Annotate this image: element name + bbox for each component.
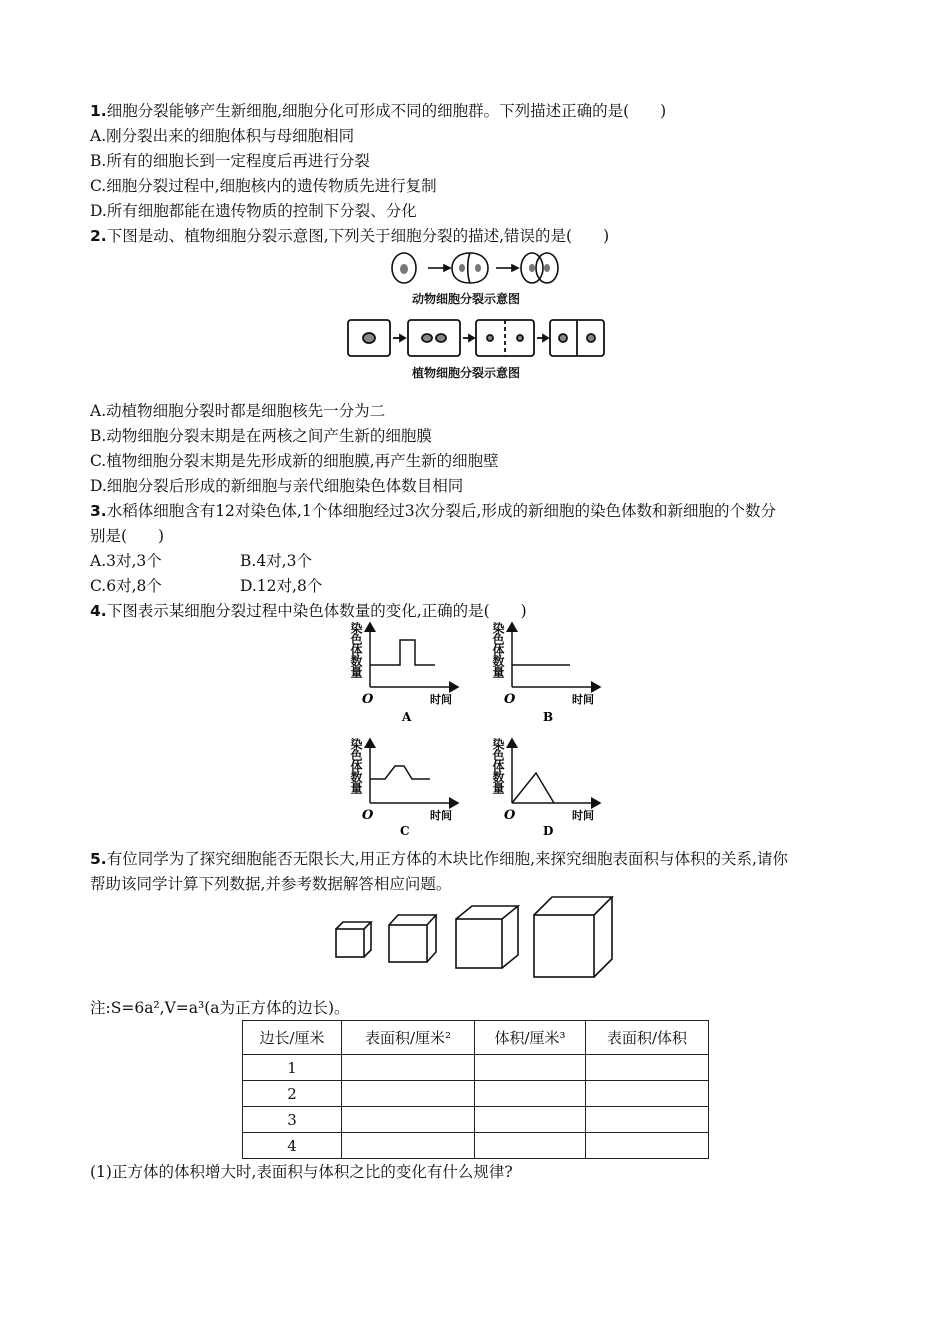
graph-b-origin: O — [504, 692, 516, 707]
table-cell: 3 — [243, 1107, 342, 1133]
question-text: 下图表示某细胞分裂过程中染色体数量的变化,正确的是( ) — [106, 602, 527, 620]
q2-option-d: D.细胞分裂后形成的新细胞与亲代细胞染色体数目相同 — [90, 477, 464, 495]
graph-a-label: A — [402, 710, 412, 724]
graph-d-label: D — [543, 824, 554, 838]
table-row — [243, 1055, 709, 1081]
question-2-stem — [90, 225, 609, 247]
graph-c — [370, 739, 458, 803]
table-header-row — [243, 1021, 709, 1055]
graph-c-origin: O — [362, 808, 374, 823]
table-cell: 4 — [243, 1133, 342, 1159]
answer-cell[interactable] — [342, 1081, 475, 1107]
graph-a-origin: O — [362, 692, 374, 707]
graph-d-xlabel: 时间 — [572, 809, 594, 822]
question-3-stem-cont: 别是( ) — [90, 527, 165, 545]
cube-1 — [336, 922, 371, 957]
answer-cell[interactable] — [342, 1133, 475, 1159]
question-number: 2. — [90, 227, 107, 245]
question-number: 5. — [90, 850, 107, 868]
answer-cell[interactable] — [586, 1055, 709, 1081]
graph-d — [512, 739, 600, 803]
question-text: 水稻体细胞含有12对染色体,1个体细胞经过3次分裂后,形成的新细胞的染色体数和新细胞的个数分 — [106, 502, 776, 520]
question-text: 细胞分裂能够产生新细胞,细胞分化可形成不同的细胞群。下列描述正确的是( ) — [106, 102, 667, 120]
q2-option-c: C.植物细胞分裂末期是先形成新的细胞膜,再产生新的细胞壁 — [90, 452, 499, 470]
question-1-stem — [90, 100, 666, 122]
table-header: 表面积/厘米² — [342, 1021, 475, 1055]
graph-b-ylabel: 染色体数量 — [491, 622, 505, 677]
q2-option-a: A.动植物细胞分裂时都是细胞核先一分为二 — [90, 402, 386, 420]
graph-c-label: C — [400, 824, 410, 838]
cubes-figure — [330, 893, 620, 983]
table-header: 表面积/体积 — [586, 1021, 709, 1055]
question-5-stem — [90, 848, 788, 870]
question-text: 下图是动、植物细胞分裂示意图,下列关于细胞分裂的描述,错误的是( ) — [106, 227, 610, 245]
sub-question-1: (1)正方体的体积增大时,表面积与体积之比的变化有什么规律? — [90, 1163, 513, 1181]
table-row — [243, 1081, 709, 1107]
plant-figure-caption: 植物细胞分裂示意图 — [412, 366, 521, 380]
q2-option-b: B.动物细胞分裂末期是在两核之间产生新的细胞膜 — [90, 427, 432, 445]
table-row — [243, 1133, 709, 1159]
question-number: 3. — [90, 502, 107, 520]
graph-b-label: B — [543, 710, 554, 724]
table-row — [243, 1107, 709, 1133]
q3-option-a: A.3对,3个 — [90, 552, 162, 570]
graph-d-ylabel: 染色体数量 — [491, 738, 505, 793]
question-text: 有位同学为了探究细胞能否无限长大,用正方体的木块比作细胞,来探究细胞表面积与体积的关系,请你 — [106, 850, 788, 868]
answer-cell[interactable] — [475, 1081, 586, 1107]
question-number: 4. — [90, 602, 107, 620]
answer-cell[interactable] — [342, 1107, 475, 1133]
q1-option-c: C.细胞分裂过程中,细胞核内的遗传物质先进行复制 — [90, 177, 437, 195]
q3-option-c: C.6对,8个 — [90, 577, 162, 595]
animal-figure-caption: 动物细胞分裂示意图 — [412, 292, 521, 306]
answer-cell[interactable] — [586, 1081, 709, 1107]
plant-cell-dividing — [408, 320, 460, 356]
surface-volume-table — [242, 1020, 709, 1159]
answer-cell[interactable] — [475, 1133, 586, 1159]
graph-c-ylabel: 染色体数量 — [349, 738, 363, 793]
q1-option-a: A.刚分裂出来的细胞体积与母细胞相同 — [90, 127, 355, 145]
question-number: 1. — [90, 102, 107, 120]
q3-option-d: D.12对,8个 — [240, 577, 323, 595]
cube-4 — [534, 897, 612, 977]
animal-cell-dividing — [452, 253, 488, 283]
answer-cell[interactable] — [475, 1055, 586, 1081]
plant-cell-division-figure — [340, 312, 610, 364]
graph-b — [512, 623, 600, 687]
graph-d-origin: O — [504, 808, 516, 823]
answer-cell[interactable] — [586, 1107, 709, 1133]
q1-option-d: D.所有细胞都能在遗传物质的控制下分裂、分化 — [90, 202, 417, 220]
table-header: 体积/厘米³ — [475, 1021, 586, 1055]
graph-a-xlabel: 时间 — [430, 693, 452, 706]
cube-3 — [456, 906, 518, 968]
q1-option-b: B.所有的细胞长到一定程度后再进行分裂 — [90, 152, 370, 170]
table-header: 边长/厘米 — [243, 1021, 342, 1055]
graph-a-ylabel: 染色体数量 — [349, 622, 363, 677]
answer-cell[interactable] — [586, 1133, 709, 1159]
chromosome-graphs — [340, 615, 620, 840]
question-3-stem — [90, 500, 776, 522]
graph-c-xlabel: 时间 — [430, 809, 452, 822]
graph-b-xlabel: 时间 — [572, 693, 594, 706]
table-cell: 2 — [243, 1081, 342, 1107]
graph-a — [370, 623, 458, 687]
cube-2 — [389, 915, 436, 962]
formula-note: 注:S=6a²,V=a³(a为正方体的边长)。 — [90, 999, 350, 1017]
q3-option-b: B.4对,3个 — [240, 552, 312, 570]
answer-cell[interactable] — [475, 1107, 586, 1133]
table-cell: 1 — [243, 1055, 342, 1081]
answer-cell[interactable] — [342, 1055, 475, 1081]
question-5-stem-cont: 帮助该同学计算下列数据,并参考数据解答相应问题。 — [90, 875, 452, 893]
